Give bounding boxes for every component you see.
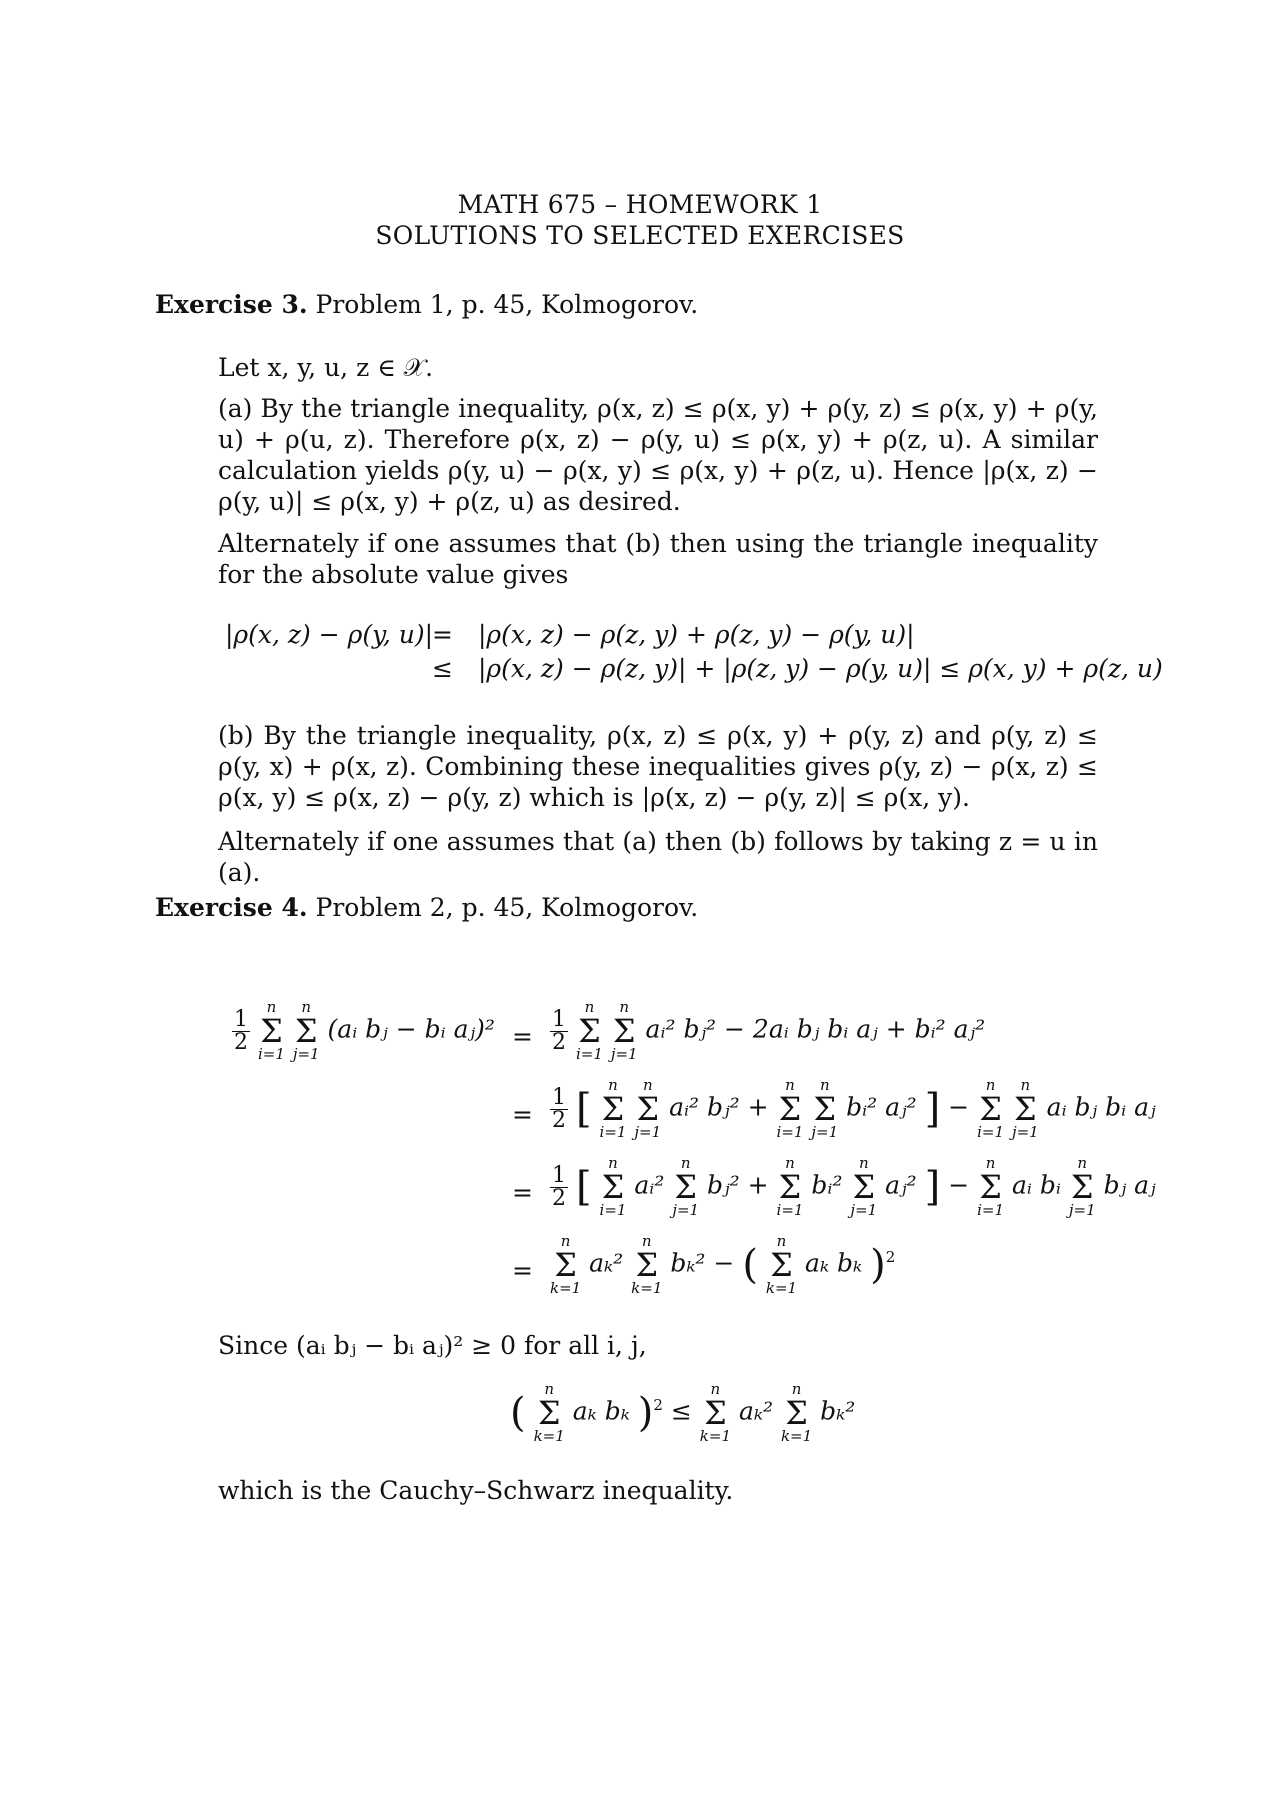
page-title-line1: MATH 675 – HOMEWORK 1 bbox=[457, 190, 823, 219]
exercise-3-label: Exercise 3. bbox=[155, 290, 308, 319]
exercise-3-part-b: (b) By the triangle inequality, ρ(x, z) ≤ ρ(x, y) + ρ(y, z) and ρ(y, z) ≤ ρ(y, x) + ρ(x, z). Combining these inequalities gives ρ(y, z) − ρ(x, z) ≤ ρ(x, y) ≤ ρ(x, z) − ρ(y, z) which is |ρ(x, z) − ρ(y, z)| ≤ ρ(x, y). bbox=[218, 721, 1098, 812]
eq4-rel1: = bbox=[512, 1022, 533, 1051]
eq4-line2: $\frac{1}{2}$ [ n Σ i=1 n Σ j=1 aᵢ² bⱼ² + n Σ i=1 n Σ j=1 bᵢ² aⱼ² ] − n Σ i=1 n Σ j=1 aᵢ bⱼ bᵢ aⱼ bbox=[552, 1076, 1156, 1141]
eq4-line3: $\frac{1}{2}$ [ n Σ i=1 aᵢ² n Σ j=1 bⱼ² + n Σ i=1 bᵢ² n Σ j=1 aⱼ² ] − n Σ i=1 aᵢ bᵢ n Σ j=1 bⱼ aⱼ bbox=[552, 1154, 1156, 1219]
eq4-line1-rhs: $\frac{1}{2}$ n Σ i=1 n Σ j=1 aᵢ² bⱼ² − 2aᵢ bⱼ bᵢ aⱼ + bᵢ² aⱼ² bbox=[552, 998, 986, 1063]
exercise-4-conclusion: which is the Cauchy–Schwarz inequality. bbox=[218, 1476, 734, 1505]
exercise-4-source: Problem 2, p. 45, Kolmogorov. bbox=[315, 893, 699, 922]
display-eq-rel2: ≤ bbox=[432, 654, 453, 683]
eq4-line1-lhs bbox=[232, 1000, 495, 1062]
exercise-3-heading bbox=[155, 290, 698, 319]
display-eq-rhs2: |ρ(x, z) − ρ(z, y)| + |ρ(z, y) − ρ(y, u)| ≤ ρ(x, y) + ρ(z, u) bbox=[478, 654, 1163, 683]
eq4-line4: n Σ k=1 aₖ² n Σ k=1 bₖ² − ( n Σ k=1 aₖ bₖ )$^2$ bbox=[550, 1232, 896, 1297]
exercise-3-alt-a: Alternately if one assumes that (b) then using the triangle inequality for the absolute value gives bbox=[218, 529, 1098, 589]
exercise-3-source: Problem 1, p. 45, Kolmogorov. bbox=[315, 290, 699, 319]
display-eq-rhs1: |ρ(x, z) − ρ(z, y) + ρ(z, y) − ρ(y, u)| bbox=[478, 620, 915, 649]
display-eq-rel1: = bbox=[432, 620, 453, 649]
page-title-line2: SOLUTIONS TO SELECTED EXERCISES bbox=[375, 221, 905, 250]
eq4-rel4: = bbox=[512, 1256, 533, 1285]
lhs-term: (aᵢ bⱼ − bᵢ aⱼ)² bbox=[327, 1014, 495, 1044]
display-eq-lhs: |ρ(x, z) − ρ(y, u)| bbox=[225, 620, 434, 649]
exercise-4-since: Since (aᵢ bⱼ − bᵢ aⱼ)² ≥ 0 for all i, j, bbox=[218, 1331, 647, 1360]
eq4-rel3: = bbox=[512, 1178, 533, 1207]
exercise-4-heading bbox=[155, 893, 698, 922]
eq4-rel2: = bbox=[512, 1100, 533, 1129]
line1-term: aᵢ² bⱼ² − 2aᵢ bⱼ bᵢ aⱼ + bᵢ² aⱼ² bbox=[645, 1014, 986, 1044]
exercise-4-label: Exercise 4. bbox=[155, 893, 308, 922]
cauchy-schwarz-display: ( n Σ k=1 aₖ bₖ )$^2$ ≤ n Σ k=1 aₖ² n Σ k=1 bₖ² bbox=[510, 1380, 856, 1445]
half-fraction: $\frac{1}{2}$ bbox=[234, 1006, 248, 1055]
sum-i: n Σ i=1 bbox=[257, 998, 285, 1063]
sum-j: n Σ j=1 bbox=[292, 998, 320, 1063]
exercise-3-part-a: (a) By the triangle inequality, ρ(x, z) ≤ ρ(x, y) + ρ(y, z) ≤ ρ(x, y) + ρ(y, u) + ρ(u, z). Therefore ρ(x, z) − ρ(y, u) ≤ ρ(x, y) + ρ(z, u). A similar calculation yields ρ(y, u) − ρ(x, y) ≤ ρ(x, y) + ρ(z, u). Hence |ρ(x, z) − ρ(y, u)| ≤ ρ(x, y) + ρ(z, u) as desired. bbox=[218, 394, 1098, 516]
exercise-3-alt-b: Alternately if one assumes that (a) then (b) follows by taking z = u in (a). bbox=[218, 827, 1098, 887]
exercise-3-intro: Let x, y, u, z ∈ 𝒳. bbox=[218, 353, 434, 382]
